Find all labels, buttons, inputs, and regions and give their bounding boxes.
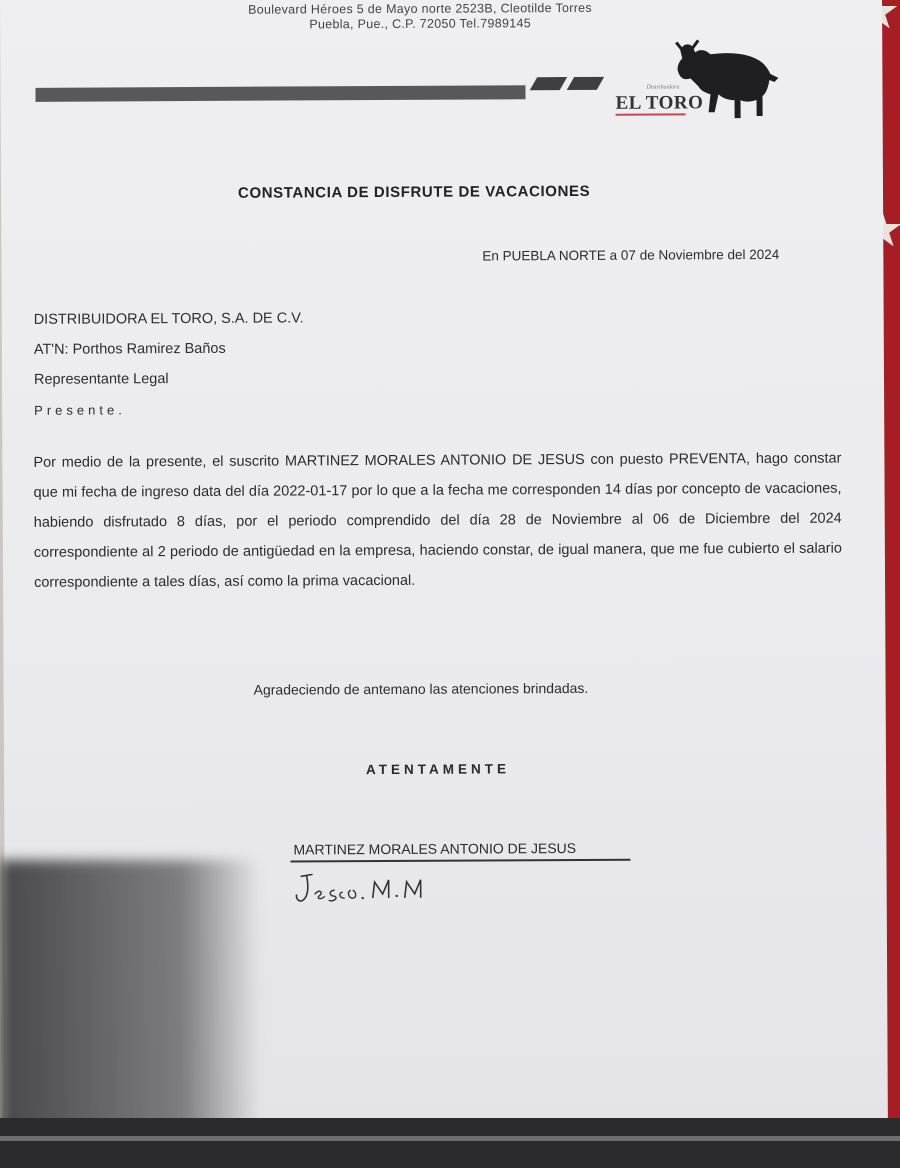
document-title: CONSTANCIA DE DISFRUTE DE VACACIONES	[237, 182, 591, 202]
handwritten-signature	[291, 866, 441, 912]
recipient-presente: Presente.	[34, 402, 126, 418]
letterhead-block	[530, 77, 567, 90]
logo-underline	[616, 113, 686, 115]
thanks-line: Agradeciendo de antemano las atenciones brindadas.	[253, 679, 589, 698]
recipient-role: Representante Legal	[33, 371, 169, 388]
letterhead-footer-band	[0, 1118, 900, 1168]
signature-line	[291, 859, 631, 862]
body-paragraph: Por medio de la presente, el suscrito MARTINEZ MORALES ANTONIO DE JESUS con puesto PREVENTA, hago constar que mi fecha de ingreso data del día 2022-01-17 por lo que a la fecha me corresponden 14 días por concepto de vacaciones, habiendo disfrutado 8 días, por el periodo comprendido del día 28 de Noviembre al 06 de Diciembre del 2024 correspondiente al 2 periodo de antigüedad en la empresa, haciendo constar, de igual manera, que me fue cubierto el salario correspondiente a tales días, así como la prima vacacional.	[33, 450, 842, 591]
closing: ATENTAMENTE	[365, 761, 511, 778]
address-line-2: Puebla, Pue., C.P. 72050 Tel.7989145	[309, 16, 531, 32]
recipient-company: DISTRIBUIDORA EL TORO, S.A. DE C.V.	[33, 310, 304, 328]
address-line-1: Boulevard Héroes 5 de Mayo norte 2523B, Cleotilde Torres	[248, 0, 593, 17]
logo-subtext: Distribuidora	[646, 84, 680, 91]
letterhead-bar	[35, 85, 525, 102]
letterhead-block	[567, 77, 604, 90]
place-date: En PUEBLA NORTE a 07 de Noviembre del 2024	[482, 246, 780, 264]
recipient-attention: AT'N: Porthos Ramirez Baños	[33, 340, 226, 358]
logo-name: EL TORO	[615, 92, 704, 114]
hand-shadow	[0, 860, 260, 1160]
signer-name: MARTINEZ MORALES ANTONIO DE JESUS	[293, 839, 577, 858]
letterhead-address	[200, 1, 640, 33]
